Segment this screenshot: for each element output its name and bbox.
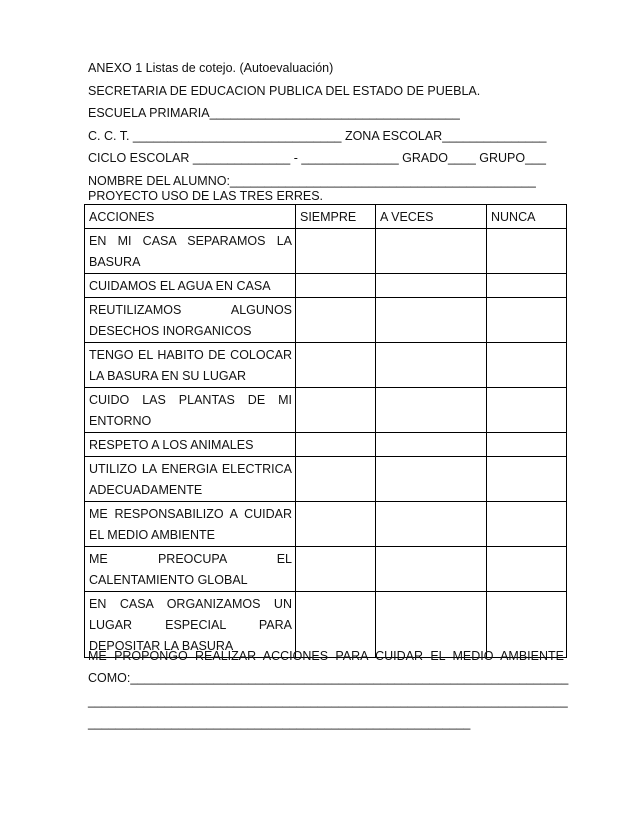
table-row (85, 502, 567, 547)
table-row (85, 298, 567, 343)
table-row (85, 433, 567, 457)
checklist-table (84, 204, 567, 658)
a-veces-cell[interactable] (376, 592, 487, 658)
a-veces-cell[interactable] (376, 274, 487, 298)
nombre-alumno-field[interactable]: NOMBRE DEL ALUMNO:____________________________________________ (88, 174, 536, 188)
annex-title: ANEXO 1 Listas de cotejo. (Autoevaluación) (88, 61, 334, 75)
nunca-cell[interactable] (487, 433, 567, 457)
ciclo-grado-grupo-field[interactable]: CICLO ESCOLAR ______________ - ______________ GRADO____ GRUPO___ (88, 151, 546, 165)
escuela-field[interactable]: ESCUELA PRIMARIA____________________________________ (88, 106, 460, 120)
action-label: CUIDO LAS PLANTAS DE MI ENTORNO (85, 388, 296, 433)
table-row (85, 457, 567, 502)
a-veces-cell[interactable] (376, 457, 487, 502)
action-label: RESPETO A LOS ANIMALES (85, 433, 296, 457)
table-row (85, 547, 567, 592)
nunca-cell[interactable] (487, 388, 567, 433)
header-nunca: NUNCA (487, 205, 567, 229)
action-label: EN MI CASA SEPARAMOS LA BASURA (85, 229, 296, 274)
siempre-cell[interactable] (296, 457, 376, 502)
answer-line-2[interactable]: _____________________________________________________________________ (88, 694, 568, 708)
proyecto-title: PROYECTO USO DE LAS TRES ERRES. (88, 189, 324, 203)
siempre-cell[interactable] (296, 547, 376, 592)
siempre-cell[interactable] (296, 502, 376, 547)
secretaria-line: SECRETARIA DE EDUCACION PUBLICA DEL ESTADO DE PUEBLA. (88, 84, 481, 98)
siempre-cell[interactable] (296, 433, 376, 457)
nunca-cell[interactable] (487, 457, 567, 502)
header-a-veces: A VECES (376, 205, 487, 229)
nunca-cell[interactable] (487, 229, 567, 274)
action-label: ME RESPONSABILIZO A CUIDAR EL MEDIO AMBIENTE (85, 502, 296, 547)
nunca-cell[interactable] (487, 592, 567, 658)
header-acciones: ACCIONES (85, 205, 296, 229)
como-field[interactable]: COMO:_______________________________________________________________ (88, 671, 569, 685)
a-veces-cell[interactable] (376, 502, 487, 547)
a-veces-cell[interactable] (376, 343, 487, 388)
siempre-cell[interactable] (296, 229, 376, 274)
table-row (85, 229, 567, 274)
a-veces-cell[interactable] (376, 547, 487, 592)
table-row (85, 274, 567, 298)
action-label: EN CASA ORGANIZAMOS UN LUGAR ESPECIAL PARA DEPOSITAR LA BASURA (85, 592, 296, 658)
a-veces-cell[interactable] (376, 298, 487, 343)
nunca-cell[interactable] (487, 274, 567, 298)
propongo-line: ME PROPONGO REALIZAR ACCIONES PARA CUIDAR EL MEDIO AMBIENTE (88, 649, 564, 663)
table-row (85, 592, 567, 658)
a-veces-cell[interactable] (376, 229, 487, 274)
action-label: REUTILIZAMOS ALGUNOS DESECHOS INORGANICOS (85, 298, 296, 343)
siempre-cell[interactable] (296, 388, 376, 433)
cct-zona-field[interactable]: C. C. T. ______________________________ ZONA ESCOLAR_______________ (88, 129, 547, 143)
header-siempre: SIEMPRE (296, 205, 376, 229)
nunca-cell[interactable] (487, 343, 567, 388)
siempre-cell[interactable] (296, 298, 376, 343)
table-header-row (85, 205, 567, 229)
action-label: CUIDAMOS EL AGUA EN CASA (85, 274, 296, 298)
siempre-cell[interactable] (296, 274, 376, 298)
siempre-cell[interactable] (296, 592, 376, 658)
answer-line-3[interactable]: _______________________________________________________ (88, 716, 471, 730)
a-veces-cell[interactable] (376, 388, 487, 433)
table-row (85, 388, 567, 433)
a-veces-cell[interactable] (376, 433, 487, 457)
action-label: ME PREOCUPA EL CALENTAMIENTO GLOBAL (85, 547, 296, 592)
siempre-cell[interactable] (296, 343, 376, 388)
action-label: UTILIZO LA ENERGIA ELECTRICA ADECUADAMENTE (85, 457, 296, 502)
nunca-cell[interactable] (487, 298, 567, 343)
nunca-cell[interactable] (487, 547, 567, 592)
action-label: TENGO EL HABITO DE COLOCAR LA BASURA EN SU LUGAR (85, 343, 296, 388)
table-row (85, 343, 567, 388)
nunca-cell[interactable] (487, 502, 567, 547)
